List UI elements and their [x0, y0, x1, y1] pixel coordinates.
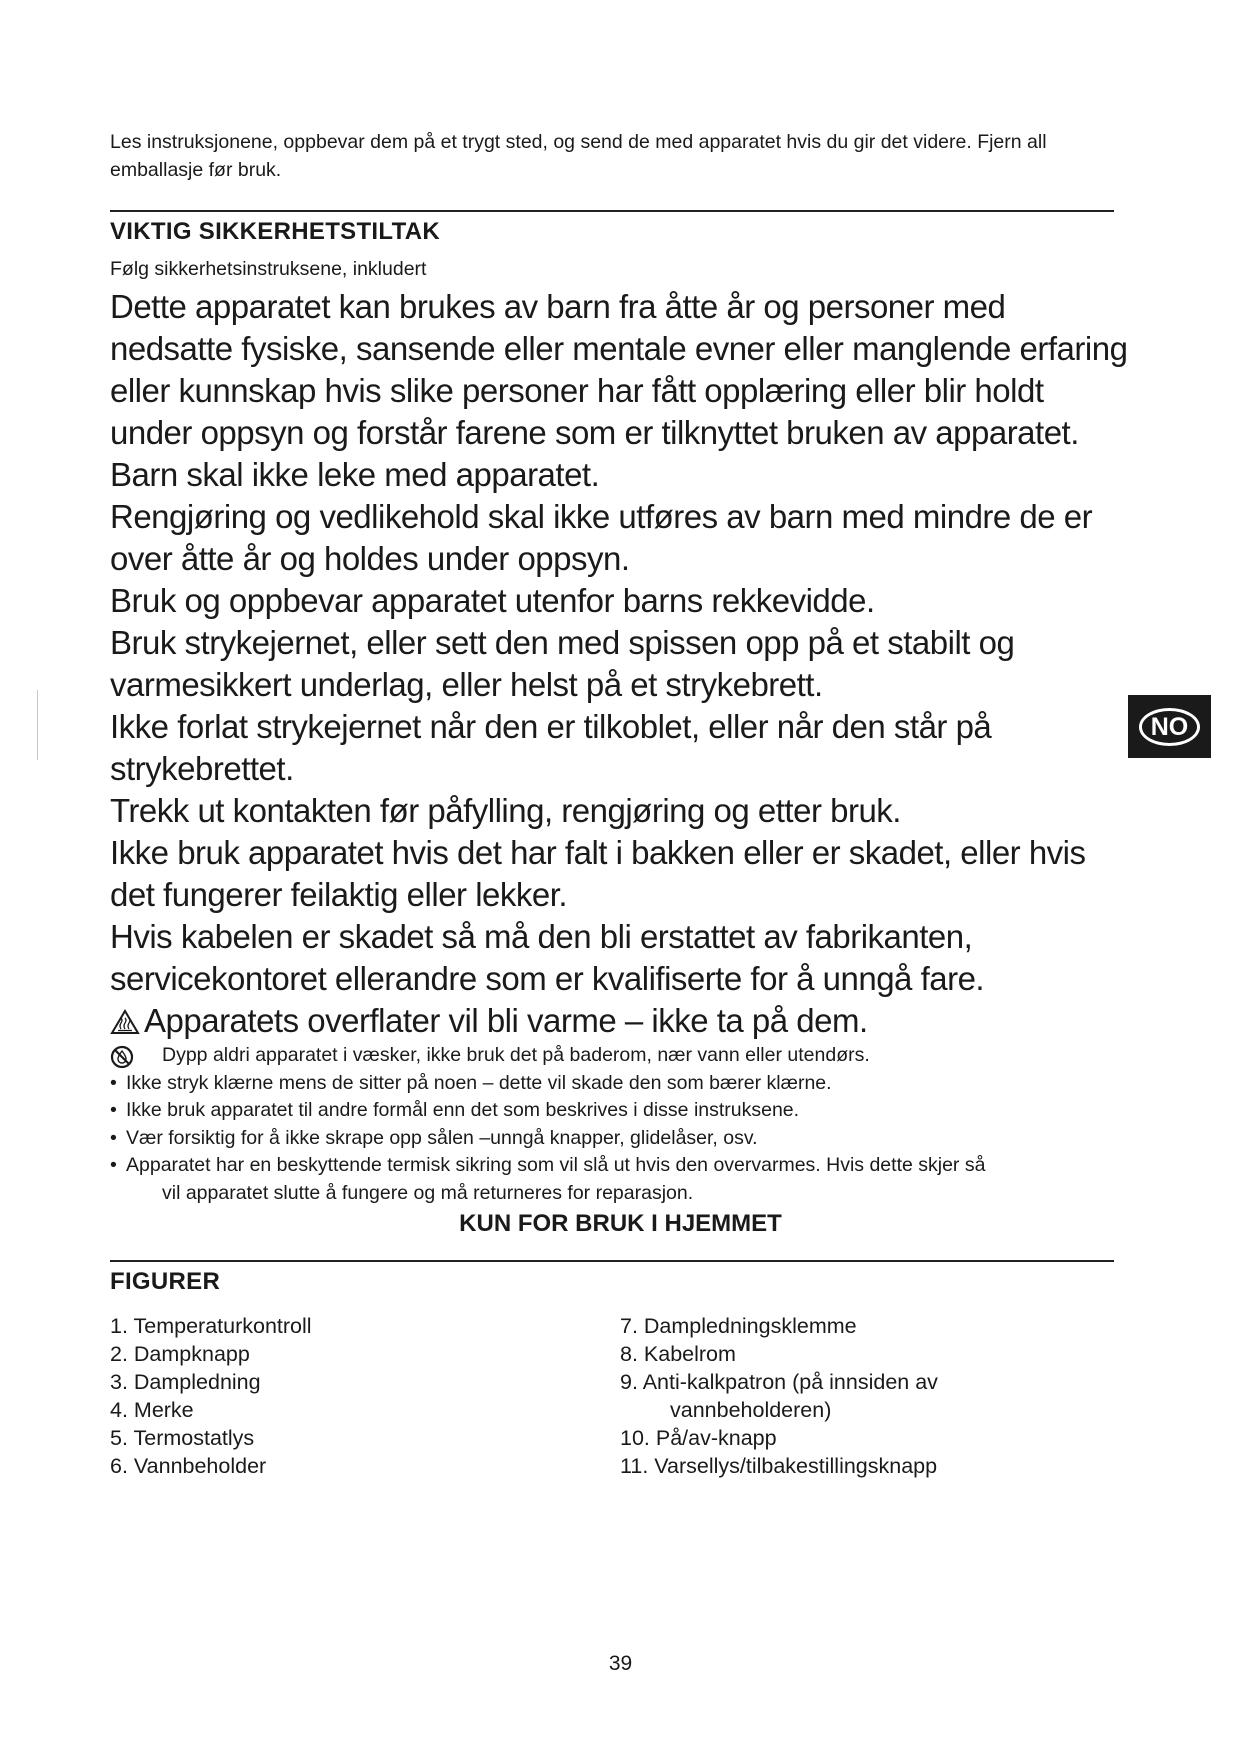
water-warning-text: Dypp aldri apparatet i væsker, ikke bruk det på baderom, nær vann eller utendørs. — [162, 1044, 870, 1066]
hot-surface-warning-text: Apparatets overflater vil bli varme – ikke ta på dem. — [144, 1002, 868, 1039]
safety-bullet: • Ikke bruk apparatet til andre formål enn det som beskrives i disse instruksene. — [110, 1097, 1120, 1125]
figure-item: 1. Temperaturkontroll — [110, 1314, 312, 1338]
safety-item: Rengjøring og vedlikehold skal ikke utføres av barn med mindre de er over åtte år og holdes under oppsyn. — [110, 498, 1093, 577]
figure-item: 11. Varsellys/tilbakestillingsknapp — [620, 1454, 938, 1478]
figure-item: 8. Kabelrom — [620, 1342, 736, 1366]
safety-item: Bruk og oppbevar apparatet utenfor barns rekkevidde. — [110, 582, 875, 619]
safety-bullet: • Ikke stryk klærne mens de sitter på noen – dette vil skade den som bærer klærne. — [110, 1070, 1120, 1098]
figure-item: 2. Dampknapp — [110, 1342, 250, 1366]
safety-item: Hvis kabelen er skadet så må den bli erstattet av fabrikanten, servicekontoret ellerandre som er kvalifiserte for å unngå fare. — [110, 918, 985, 997]
divider-bottom — [110, 1260, 1114, 1262]
safety-item: Bruk strykejernet, eller sett den med spissen opp på et stabilt og varmesikkert underlag, eller helst på et strykebrett. — [110, 624, 1015, 703]
home-use-label: KUN FOR BRUK I HJEMMET — [459, 1210, 782, 1237]
figure-item: 7. Dampledningsklemme — [620, 1314, 857, 1338]
intro-text: Les instruksjonene, oppbevar dem på et trygt sted, og send de med apparatet hvis du gir det videre. Fjern all emballasje før bruk. — [110, 131, 1047, 181]
safety-bullet: • Apparatet har en beskyttende termisk sikring som vil slå ut hvis den overvarmes. Hvis dette skjer så — [110, 1152, 1120, 1180]
figure-item: 6. Vannbeholder — [110, 1454, 267, 1478]
figure-item: 10. På/av-knapp — [620, 1426, 777, 1450]
hot-surface-warning — [110, 1000, 1130, 1045]
figures-list-left — [110, 1312, 312, 1480]
safety-heading: VIKTIG SIKKERHETSTILTAK — [110, 218, 441, 245]
language-badge — [1128, 695, 1211, 758]
figure-item: 4. Merke — [110, 1398, 194, 1422]
figure-item: 9. Anti-kalkpatron (på innsiden av — [620, 1370, 938, 1394]
safety-item: Ikke bruk apparatet hvis det har falt i bakken eller er skadet, eller hvis det fungerer feilaktig eller lekker. — [110, 834, 1086, 913]
safety-item: Dette apparatet kan brukes av barn fra åtte år og personer med nedsatte fysiske, sansende eller mentale evner eller manglende erfaring eller kunnskap hvis slike personer har fått opplæring eller blir holdt under oppsyn og forstår farene som er tilknyttet bruken av apparatet. — [110, 288, 1128, 451]
safety-bullet: • Vær forsiktig for å ikke skrape opp sålen –unngå knapper, glidelåser, osv. — [110, 1125, 1120, 1153]
margin-mark — [37, 690, 38, 760]
figure-item-continuation: vannbeholderen) — [670, 1398, 832, 1422]
safety-item: Ikke forlat strykejernet når den er tilkoblet, eller når den står på strykebrettet. — [110, 708, 992, 787]
figure-item: 5. Termostatlys — [110, 1426, 255, 1450]
safety-item: Trekk ut kontakten før påfylling, rengjøring og etter bruk. — [110, 792, 901, 829]
safety-large-list — [110, 286, 1130, 1045]
safety-item: Barn skal ikke leke med apparatet. — [110, 456, 600, 493]
safety-intro: Følg sikkerhetsinstruksene, inkludert — [110, 258, 427, 280]
safety-small-list — [110, 1042, 1120, 1207]
safety-bullet-continuation: vil apparatet slutte å fungere og må returneres for reparasjon. — [162, 1181, 694, 1204]
figure-item: 3. Dampledning — [110, 1370, 261, 1394]
figures-list-right — [620, 1312, 938, 1480]
divider-top — [110, 210, 1114, 212]
water-warning — [110, 1042, 1120, 1070]
hot-surface-warning-icon — [110, 1003, 140, 1045]
language-code: NO — [1139, 708, 1201, 746]
page-number: 39 — [608, 1652, 633, 1675]
figures-heading: FIGURER — [110, 1268, 221, 1295]
